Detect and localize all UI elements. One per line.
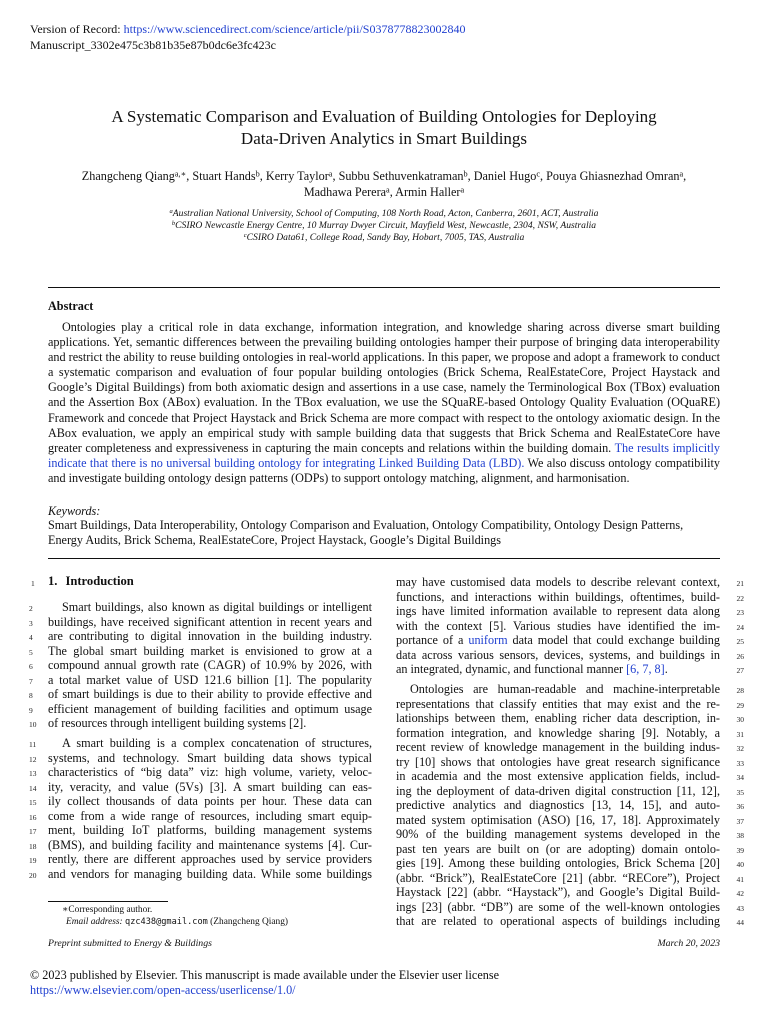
- text-line: (BMS), and building facility and maintenance systems [4]. Cur-: [48, 837, 372, 852]
- text-line: (abbr. “Brick”), RealEstateCore [21] (abbr. “RECore”), Project: [396, 870, 720, 885]
- line-number: 30: [736, 715, 744, 724]
- text-line: The global smart building market is envisioned to grow at a: [48, 643, 372, 658]
- author-list: [40, 168, 728, 200]
- author-line: [40, 184, 728, 200]
- text-line: representations that classify entities that may exist and the re-: [396, 696, 720, 711]
- line-number: 1: [31, 579, 35, 588]
- line-number: 39: [736, 846, 744, 855]
- author-affiliation-mark: a: [679, 169, 684, 179]
- text-line: [396, 662, 720, 677]
- text-line: rently, there are different approaches used by service providers: [48, 852, 372, 866]
- text-line: efficient management of building facilities and optimum usage: [48, 701, 372, 716]
- version-url-link[interactable]: https://www.sciencedirect.com/science/article/pii/S0378778823002840: [123, 22, 466, 36]
- author-name: Daniel Hugo: [473, 169, 537, 183]
- preprint-note: Preprint submitted to Energy & Buildings: [48, 938, 212, 949]
- abstract-highlight: The results implicitly indicate that there is no universal building ontology for integrating Linked Building Data (LBD).: [48, 440, 720, 470]
- author-name: Madhawa Perera: [303, 185, 387, 199]
- author-separator: ,: [259, 169, 266, 183]
- affiliation-mark: a: [169, 208, 173, 216]
- text-line: past ten years are built on (or are adopting) domain ontolo-: [396, 841, 720, 856]
- text-line: are contributing to digital innovation in the building industry.: [48, 629, 372, 643]
- date: March 20, 2023: [657, 938, 720, 949]
- text-line: gies [19]. Among these building ontologies, Brick Schema [20]: [396, 856, 720, 870]
- text-line: of resources through intelligent building systems [2].: [48, 716, 307, 730]
- text-line: a total market value of USD 121.6 billion [1]. The popularity: [48, 672, 372, 687]
- line-number: 37: [736, 817, 744, 826]
- author-line: [40, 168, 728, 184]
- author: [546, 169, 686, 183]
- right-column: [396, 575, 720, 929]
- line-number: 4: [29, 633, 33, 642]
- affiliations: [40, 208, 728, 244]
- author-affiliation-mark: b: [463, 169, 468, 179]
- author-affiliation-mark: a: [386, 185, 390, 195]
- keywords-list: Smart Buildings, Data Interoperability, Ontology Comparison and Evaluation, Ontology Compatibility, Ontology Design Patterns, Energy Audits, Brick Schema, RealEstateCore, Project Haystack, Google’s Digital Buildings: [48, 518, 684, 548]
- line-number: 36: [736, 802, 744, 811]
- line-number: 2: [29, 604, 33, 613]
- text-line: formation integration, and knowledge sharing [9]. Notably, a: [396, 725, 720, 740]
- section-number: 1.: [48, 574, 58, 588]
- text-line: ings have limited information available to represent data along: [396, 604, 720, 618]
- line-number: 13: [29, 769, 37, 778]
- text-line: of smart buildings is due to their ability to provide effective and: [48, 687, 372, 701]
- author-separator: ,: [467, 169, 474, 183]
- line-number: 21: [736, 579, 744, 588]
- author: [82, 169, 193, 183]
- paper-title: [40, 106, 728, 150]
- text-line: that are related to operational aspects of buildings including: [396, 914, 720, 928]
- text-line: systems, and technology. Smart building data shows typical: [48, 750, 372, 765]
- author-affiliation-mark: b: [255, 169, 260, 179]
- line-number: 15: [29, 798, 37, 807]
- text-line: recent review of knowledge management in the building indus-: [396, 740, 720, 754]
- left-column: [48, 600, 372, 881]
- author-name: Zhangcheng Qiang: [81, 169, 175, 183]
- copyright-notice: © 2023 published by Elsevier. This manuscript is made available under the Elsevier user license: [30, 968, 499, 982]
- corresponding-author: ∗Corresponding author.: [62, 905, 153, 915]
- author-affiliation-mark: a: [328, 169, 333, 179]
- line-number: 11: [29, 740, 37, 749]
- line-number: 7: [29, 677, 33, 686]
- author-name: Subbu Sethuvenkatraman: [338, 169, 464, 183]
- line-number: 25: [736, 637, 744, 646]
- footnote: [48, 904, 288, 928]
- line-number: 18: [29, 842, 37, 851]
- author-separator: ,: [186, 169, 193, 183]
- version-label: Version of Record:: [30, 22, 124, 36]
- line-number: 42: [736, 889, 744, 898]
- author: [304, 185, 395, 199]
- author-name: Stuart Hands: [192, 169, 256, 183]
- line-number: 23: [736, 608, 744, 617]
- text-segment: .: [664, 662, 668, 676]
- author-separator: ,: [332, 169, 339, 183]
- line-number: 16: [29, 813, 37, 822]
- text-line: with the context [5]. Various studies have identified the im-: [396, 618, 720, 633]
- line-number: 3: [29, 619, 33, 628]
- author: [266, 169, 339, 183]
- citation-link[interactable]: [6, 7, 8]: [626, 662, 665, 676]
- line-number: 32: [736, 744, 744, 753]
- line-number: 26: [736, 652, 744, 661]
- affiliation: [40, 232, 728, 244]
- text-line: in academia and the most extensive application fields, includ-: [396, 769, 720, 783]
- author-name: Kerry Taylor: [265, 169, 329, 183]
- abstract-body: [48, 320, 720, 486]
- author: [395, 185, 464, 199]
- line-number: 8: [29, 691, 33, 700]
- text-line: try [10] shows that ontologies have great research significance: [396, 754, 720, 769]
- author: [339, 169, 474, 183]
- line-number: 10: [29, 720, 37, 729]
- author-name: Armin Haller: [395, 185, 461, 199]
- line-number: 43: [736, 904, 744, 913]
- line-number: 27: [736, 666, 744, 675]
- line-number: 14: [29, 784, 37, 793]
- author-separator: ,: [683, 169, 687, 183]
- line-number: 9: [29, 706, 33, 715]
- text-line: 90% of the building management systems developed in the: [396, 827, 720, 841]
- keywords-heading: Keywords:: [48, 504, 101, 518]
- affiliation-text: Australian National University, School of Computing, 108 North Road, Acton, Canberra, 2601, ACT, Australia: [172, 208, 599, 219]
- line-number: 5: [29, 648, 33, 657]
- license-link[interactable]: https://www.elsevier.com/open-access/userlicense/1.0/: [30, 983, 296, 997]
- title-line: A Systematic Comparison and Evaluation of Building Ontologies for Deploying: [111, 107, 657, 126]
- email-address[interactable]: qzc438@gmail.com: [125, 917, 208, 927]
- text-segment: an integrated, dynamic, and functional manner: [396, 662, 627, 676]
- section-title: Introduction: [65, 574, 134, 588]
- abstract-heading: Abstract: [48, 299, 94, 313]
- line-number: 6: [29, 662, 33, 671]
- author-separator: ,: [389, 185, 396, 199]
- line-number: 29: [736, 701, 744, 710]
- author-affiliation-mark: c: [536, 169, 541, 179]
- line-number: 20: [29, 871, 37, 880]
- line-number: 33: [736, 759, 744, 768]
- affiliation: [40, 208, 728, 220]
- line-number: 35: [736, 788, 744, 797]
- text-line: A smart building is a complex concatenation of structures,: [62, 736, 372, 750]
- line-number: 12: [29, 755, 37, 764]
- affiliation: [40, 220, 728, 232]
- line-number: 22: [736, 594, 744, 603]
- title-line: Data-Driven Analytics in Smart Buildings: [240, 129, 528, 148]
- version-of-record: [30, 22, 465, 37]
- line-number: 31: [736, 730, 744, 739]
- author-affiliation-mark: a,∗: [174, 169, 187, 179]
- author-name: Pouya Ghiasnezhad Omran: [546, 169, 680, 183]
- text-line: [396, 633, 720, 648]
- email-label: Email address:: [66, 917, 126, 927]
- text-line: ment, building IoT platforms, building management systems: [48, 823, 372, 837]
- divider: [48, 287, 720, 288]
- text-line: ity, veracity, and value (5Vs) [3]. A smart building can eas-: [48, 779, 372, 794]
- line-number: 17: [29, 827, 37, 836]
- manuscript-id: Manuscript_3302e475c3b81b35e87b0dc6e3fc423c: [30, 38, 276, 52]
- section-heading: [48, 574, 134, 589]
- text-segment: portance of a: [396, 633, 469, 647]
- text-line: mated system optimisation (ASO) [16, 17, 18]. Approximately: [396, 812, 720, 827]
- author: [192, 169, 266, 183]
- line-number: 38: [736, 831, 744, 840]
- text-line: ily collect thousands of data points per hour. These data can: [48, 794, 372, 808]
- text-segment: data model that could exchange building: [507, 633, 720, 647]
- text-line: functions, and interactions within buildings, oftentimes, build-: [396, 589, 720, 604]
- line-number: 41: [736, 875, 744, 884]
- text-line: ings [23] (abbr. “DB”) are some of the well-known ontologies: [396, 899, 720, 914]
- citation-link[interactable]: uniform: [468, 633, 508, 647]
- text-line: characteristics of “big data” viz: high volume, variety, veloc-: [48, 765, 372, 779]
- line-number: 44: [736, 918, 744, 927]
- email-owner: (Zhangcheng Qiang): [207, 917, 289, 927]
- abstract-text: We also discuss ontology compatibility and investigate building ontology design patterns (ODPs) to support ontology matching, alignment, and harmonisation.: [48, 455, 720, 485]
- text-line: and vendors for managing building data. While some buildings: [48, 866, 372, 881]
- text-line: data across various sensors, devices, systems, and buildings in: [396, 647, 720, 662]
- author-affiliation-mark: a: [460, 185, 465, 195]
- text-line: ing the deployment of data-driven digital construction [11, 12],: [396, 783, 720, 798]
- text-line: come from a wide range of resources, including smart equip-: [48, 808, 372, 823]
- abstract-text: Ontologies play a critical role in data exchange, information integration, and knowledge sharing across diverse smart building applications. Yet, semantic differences between the prevailing building ontologies hamper their purpose of bringing data interoperability and restrict the ability to reuse building ontologies in real-world applications. In this paper, we propose and adopt a framework to conduct a systematic comparison and evaluation of four popular building ontologies (Brick Schema, RealEstateCore, Project Haystack and Google’s Digital Buildings) from both axiomatic design and assertions in a use case, namely the Terminological Box (TBox) evaluation and the Assertion Box (ABox) evaluation. In the TBox evaluation, we use the SQuaRE-based Ontology Quality Evaluation (OQuaRE) Framework and concede that Project Haystack and Brick Schema are more compact with respect to the ontology axiomatic design. In the ABox evaluation, we apply an empirical study with sample building data that suggests that Brick Schema and RealEstateCore have greater completeness and expressiveness in capturing the main concepts and relations within the building domain.: [48, 320, 721, 455]
- text-line: may have customised data models to describe relevant context,: [396, 575, 720, 589]
- affiliation-text: CSIRO Data61, College Road, Sandy Bay, Hobart, 7005, TAS, Australia: [246, 232, 525, 243]
- line-number: 34: [736, 773, 744, 782]
- text-line: buildings, have received significant attention in recent years and: [48, 614, 372, 629]
- line-number: 40: [736, 860, 744, 869]
- email-line: [48, 916, 288, 928]
- text-line: Haystack [22] (abbr. “Haystack”), and Google’s Digital Build-: [396, 885, 720, 899]
- divider: [48, 558, 720, 559]
- line-number: 24: [736, 623, 744, 632]
- text-line: Ontologies are human-readable and machine-interpretable: [410, 682, 720, 696]
- text-line: compound annual growth rate (CAGR) of 10.9% by 2026, with: [48, 658, 372, 672]
- author-separator: ,: [540, 169, 547, 183]
- affiliation-text: CSIRO Newcastle Energy Centre, 10 Murray Dwyer Circuit, Mayfield West, Newcastle, 2304, NSW, Australia: [175, 220, 597, 231]
- text-line: lationships between them, enabling richer data description, in-: [396, 711, 720, 725]
- footnote-rule: [48, 901, 168, 902]
- affiliation-mark: c: [243, 232, 247, 240]
- text-line: Smart buildings, also known as digital buildings or intelligent: [62, 600, 372, 614]
- affiliation-mark: b: [171, 220, 176, 228]
- line-number: 19: [29, 856, 37, 865]
- text-line: predictive analytics and diagnostics [13, 14, 15], and auto-: [396, 798, 720, 812]
- line-number: 28: [736, 686, 744, 695]
- author: [474, 169, 546, 183]
